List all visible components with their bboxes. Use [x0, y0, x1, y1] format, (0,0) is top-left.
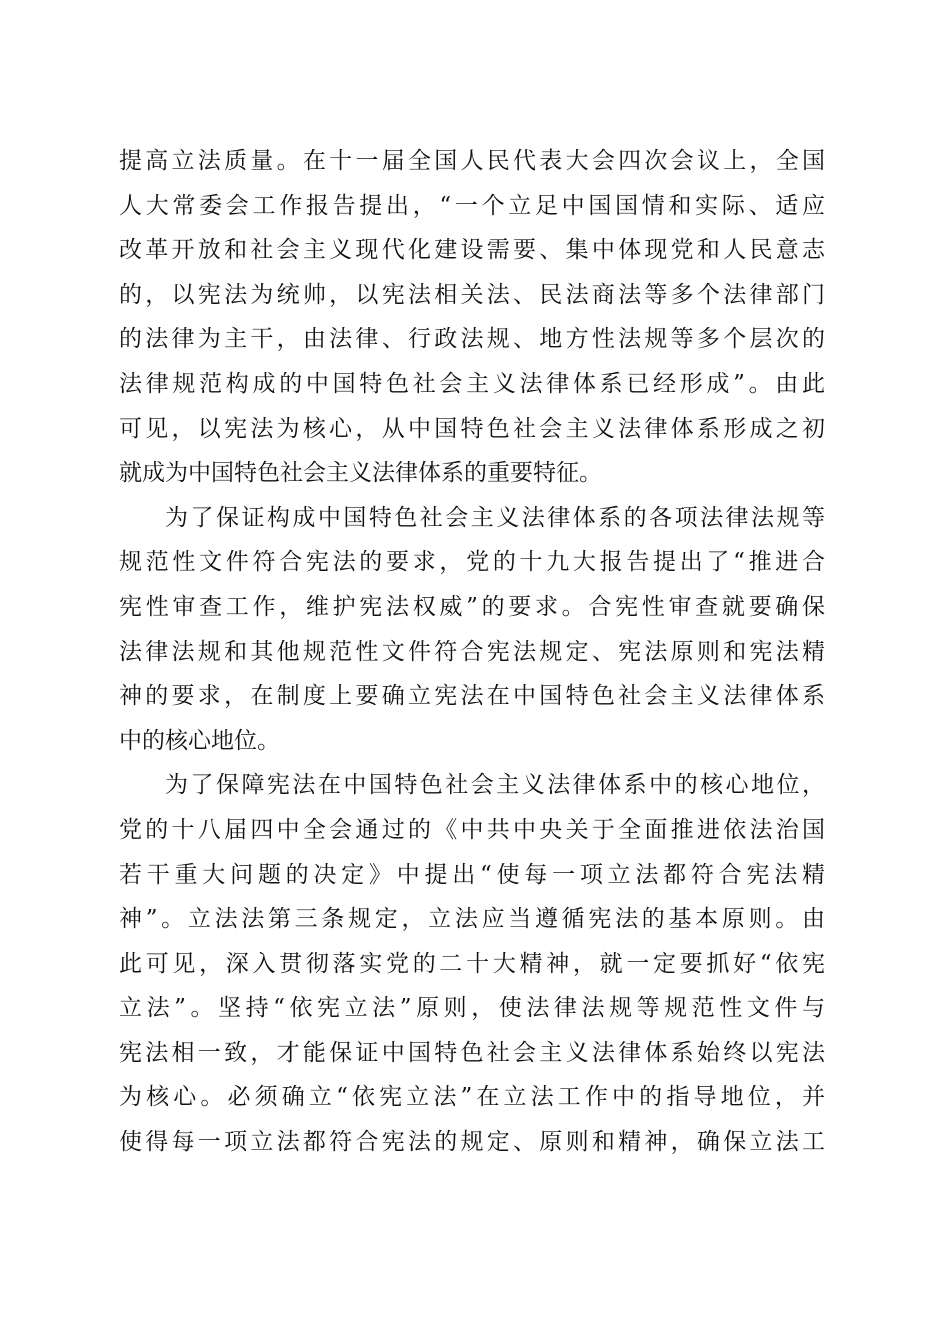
- text-line: 的，以宪法为统帅，以宪法相关法、民法商法等多个法律部门: [119, 281, 825, 308]
- text-line: 使得每一项立法都符合宪法的规定、原则和精神，确保立法工: [119, 1129, 825, 1156]
- text-line: 的法律为主干，由法律、行政法规、地方性法规等多个层次的: [119, 326, 825, 353]
- paragraph-1: [119, 139, 825, 496]
- text-line: 宪法相一致，才能保证中国特色社会主义法律体系始终以宪法: [119, 1039, 825, 1066]
- paragraph-3: [119, 763, 825, 1164]
- paragraph-2: [119, 496, 825, 764]
- text-line: 法律规范构成的中国特色社会主义法律体系已经形成”。由此: [119, 370, 825, 397]
- text-line: 神”。立法法第三条规定，立法应当遵循宪法的基本原则。由: [119, 906, 825, 933]
- text-line: 改革开放和社会主义现代化建设需要、集中体现党和人民意志: [119, 237, 825, 264]
- body-text: [119, 139, 825, 1165]
- text-line: 提高立法质量。在十一届全国人民代表大会四次会议上，全国: [119, 148, 825, 174]
- text-line: 可见，以宪法为核心，从中国特色社会主义法律体系形成之初: [119, 415, 825, 442]
- text-line: 中的核心地位。: [119, 727, 280, 754]
- text-line: 为核心。必须确立“依宪立法”在立法工作中的指导地位，并: [119, 1084, 825, 1111]
- text-line: 为了保证构成中国特色社会主义法律体系的各项法律法规等: [165, 504, 825, 531]
- text-line: 党的十八届四中全会通过的《中共中央关于全面推进依法治国: [119, 816, 825, 843]
- text-line: 立法”。坚持“依宪立法”原则，使法律法规等规范性文件与: [119, 995, 825, 1022]
- text-line: 法律法规和其他规范性文件符合宪法规定、宪法原则和宪法精: [119, 638, 825, 665]
- text-line: 规范性文件符合宪法的要求，党的十九大报告提出了“推进合: [119, 549, 825, 576]
- text-line: 此可见，深入贯彻落实党的二十大精神，就一定要抓好“依宪: [119, 950, 825, 977]
- text-line: 神的要求，在制度上要确立宪法在中国特色社会主义法律体系: [119, 683, 825, 710]
- text-line: 为了保障宪法在中国特色社会主义法律体系中的核心地位，: [165, 772, 825, 799]
- text-line: 宪性审查工作，维护宪法权威”的要求。合宪性审查就要确保: [119, 593, 825, 620]
- text-line: 人大常委会工作报告提出，“一个立足中国国情和实际、适应: [119, 192, 825, 219]
- text-line: 若干重大问题的决定》中提出“使每一项立法都符合宪法精: [119, 861, 825, 888]
- text-line: 就成为中国特色社会主义法律体系的重要特征。: [119, 460, 602, 487]
